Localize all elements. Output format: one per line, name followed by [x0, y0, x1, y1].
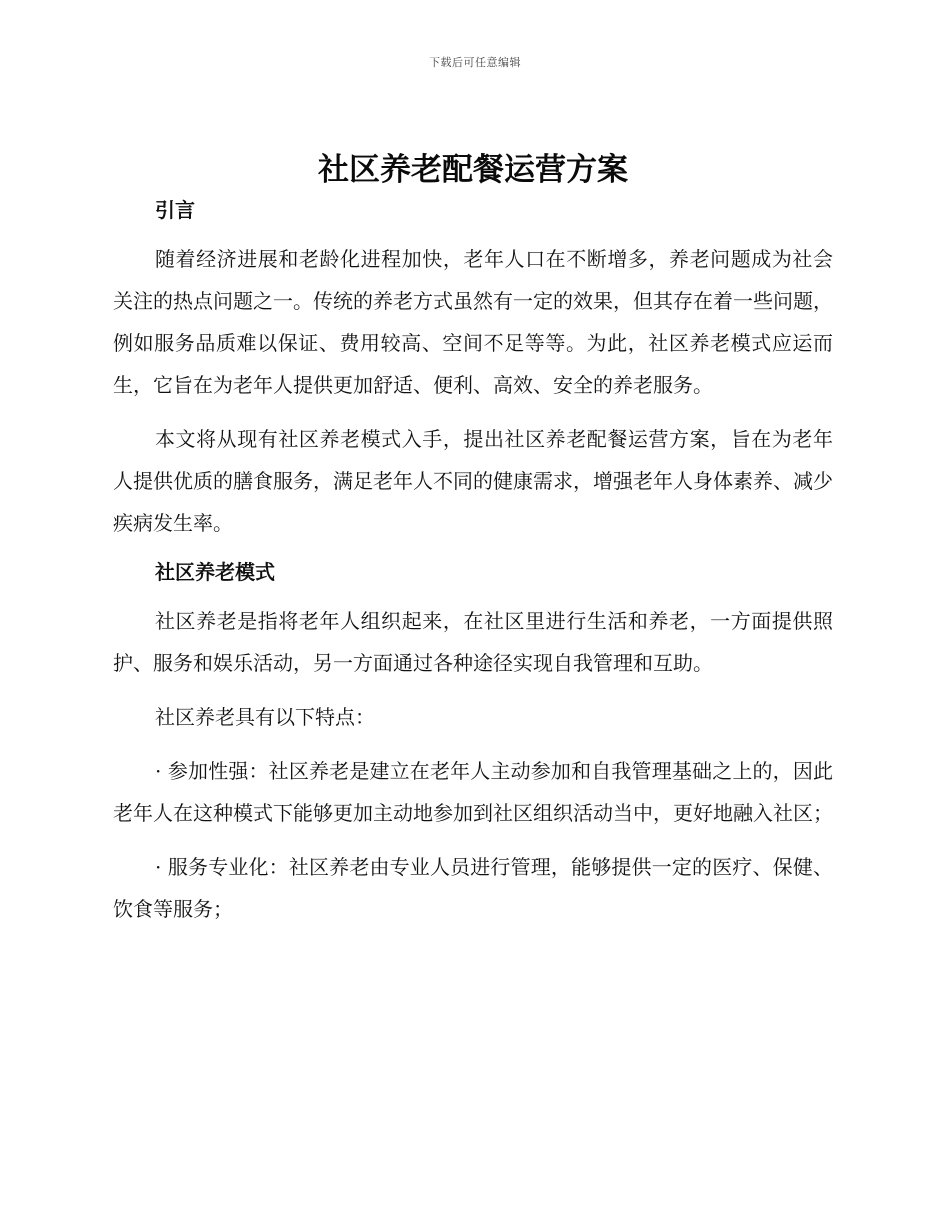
model-paragraph-2: 社区养老具有以下特点： [155, 705, 375, 729]
section-heading-intro: 引言 [155, 198, 195, 222]
header-note: 下载后可任意编辑 [429, 56, 521, 69]
document-title: 社区养老配餐运营方案 [318, 152, 628, 188]
intro-paragraph-2: 本文将从现有社区养老模式入手，提出社区养老配餐运营方案，旨在为老年人提供优质的膳食服务，满足老年人不同的健康需求，增强老年人身体素养、减少疾病发生率。 [113, 427, 833, 535]
feature-item-professional-service: · 服务专业化：社区养老由专业人员进行管理，能够提供一定的医疗、保健、饮食等服务； [113, 855, 833, 921]
intro-paragraph-1: 随着经济进展和老龄化进程加快，老年人口在不断增多，养老问题成为社会关注的热点问题之一。传统的养老方式虽然有一定的效果，但其存在着一些问题，例如服务品质难以保证、费用较高、空间不足等等。为此，社区养老模式应运而生，它旨在为老年人提供更加舒适、便利、高效、安全的养老服务。 [113, 247, 833, 397]
document-content [113, 148, 833, 942]
model-paragraph-1: 社区养老是指将老年人组织起来，在社区里进行生活和养老，一方面提供照护、服务和娱乐活动，另一方面通过各种途径实现自我管理和互助。 [113, 609, 833, 675]
section-heading-community-model: 社区养老模式 [155, 560, 275, 584]
feature-item-participation: · 参加性强：社区养老是建立在老年人主动参加和自我管理基础之上的，因此老年人在这种模式下能够更加主动地参加到社区组织活动当中，更好地融入社区； [113, 759, 833, 825]
